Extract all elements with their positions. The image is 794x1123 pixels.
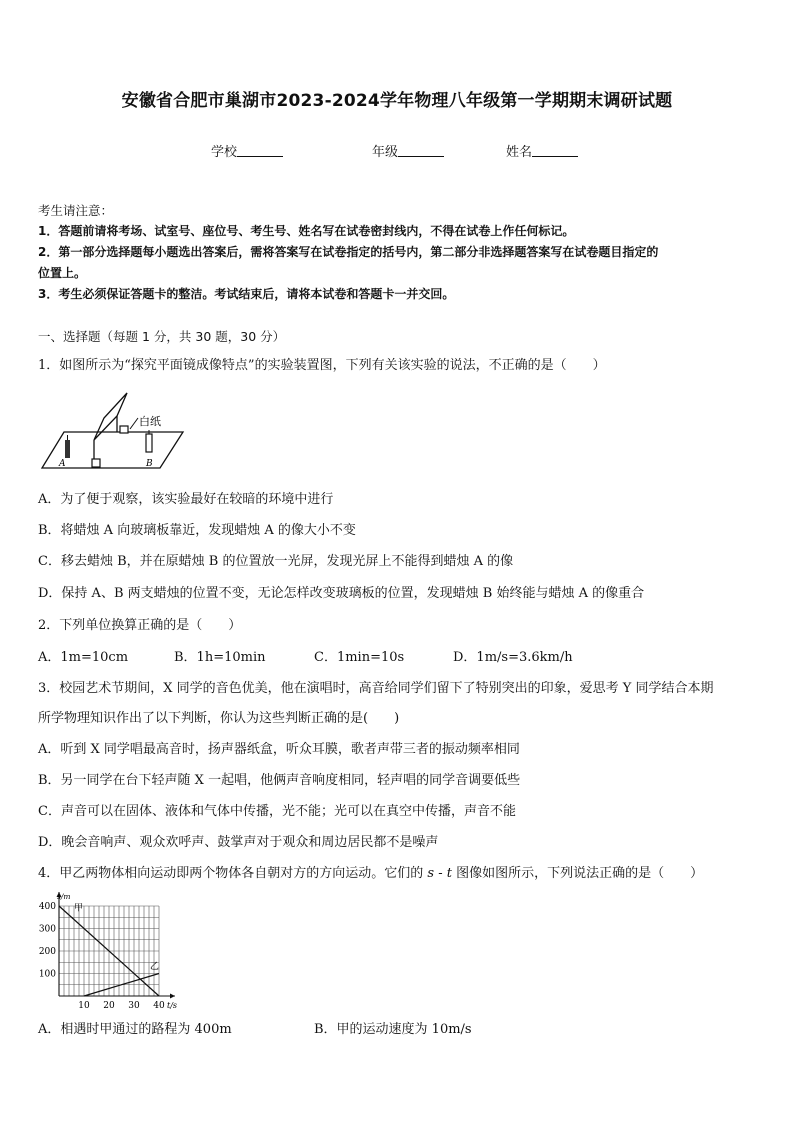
q3-option-c[interactable]: C．声音可以在固体、液体和气体中传播，光不能；光可以在真空中传播，声音不能 — [38, 804, 516, 819]
q4-option-a[interactable]: A．相遇时甲通过的路程为 400m — [38, 1022, 232, 1037]
q3-option-b[interactable]: B．另一同学在台下轻声随 X 一起唱，他俩声音响度相同，轻声唱的同学音调要低些 — [38, 773, 521, 788]
grade-field[interactable] — [372, 141, 444, 160]
x-tick-label: 10 — [78, 1001, 90, 1011]
school-field[interactable] — [211, 141, 283, 160]
q1-stem: 1．如图所示为“探究平面镜成像特点”的实验装置图，下列有关该实验的说法，不正确的是（ ） — [38, 358, 606, 373]
q1-option-a[interactable]: A．为了便于观察，该实验最好在较暗的环境中进行 — [38, 492, 334, 507]
q2-option-c[interactable]: C．1min=10s — [314, 650, 405, 665]
y-tick-label: 300 — [38, 924, 56, 935]
mirror-experiment-figure — [38, 388, 188, 472]
grade-label: 年级 — [372, 145, 399, 160]
q2-stem: 2．下列单位换算正确的是（ ） — [38, 618, 242, 633]
y-tick-label: 100 — [38, 969, 56, 980]
name-label: 姓名 — [506, 145, 533, 160]
x-tick-label: 40 — [153, 1001, 165, 1011]
candle-b-label: B — [146, 459, 153, 469]
x-tick-label: 30 — [128, 1001, 140, 1011]
x-tick-label: 20 — [103, 1001, 115, 1011]
notice-block — [38, 200, 760, 305]
x-axis-arrow — [170, 994, 175, 999]
s-t-chart — [34, 886, 194, 1014]
q4-stem — [38, 862, 768, 881]
notice-item: 1．答题前请将考场、试室号、座位号、考生号、姓名写在试卷密封线内，不得在试卷上作任何标记。 — [38, 224, 575, 238]
q4-stem-var: s - t — [427, 866, 452, 881]
q4-stem-post: 图像如图所示，下列说法正确的是（ ） — [451, 866, 704, 881]
q4-option-b[interactable]: B．甲的运动速度为 10m/s — [314, 1022, 472, 1037]
q3-option-a[interactable]: A．听到 X 同学唱最高音时，扬声器纸盒，听众耳膜，歌者声带三者的振动频率相同 — [38, 742, 520, 757]
candle-a-label: A — [59, 459, 66, 469]
name-field[interactable] — [506, 141, 578, 160]
y-tick-label: 200 — [38, 947, 56, 957]
x-axis-label: t/s — [167, 1001, 178, 1010]
q2-option-d[interactable]: D．1m/s=3.6km/h — [453, 650, 573, 665]
q3-stem-line2: 所学物理知识作出了以下判断，你认为这些判断正确的是( ) — [38, 711, 400, 726]
q2-option-b[interactable]: B．1h=10min — [174, 650, 266, 665]
notice-heading: 考生请注意： — [38, 203, 114, 218]
notice-item: 2．第一部分选择题每小题选出答案后，需将答案写在试卷指定的括号内，第二部分非选择题答案写在试卷题目指定的 — [38, 245, 659, 259]
paper-label: 白纸 — [139, 415, 161, 428]
series-yi-label: 乙 — [150, 962, 160, 972]
q1-option-d[interactable]: D．保持 A、B 两支蜡烛的位置不变，无论怎样改变玻璃板的位置，发现蜡烛 B 始终能与蜡烛 A 的像重合 — [38, 586, 645, 601]
notice-item: 位置上。 — [38, 266, 87, 280]
school-label: 学校 — [211, 145, 238, 160]
y-axis-label: s/m — [57, 892, 71, 901]
series-jia-label: 甲 — [74, 903, 84, 914]
q2-option-a[interactable]: A．1m=10cm — [38, 650, 129, 665]
section-heading: 一、选择题（每题 1 分，共 30 题，30 分） — [38, 329, 286, 344]
q4-stem-pre: 4．甲乙两物体相向运动即两个物体各自朝对方的方向运动。它们的 — [38, 866, 428, 881]
page-title: 安徽省合肥市巢湖市2023-2024学年物理八年级第一学期期末调研试题 — [121, 91, 673, 111]
q1-option-c[interactable]: C．移去蜡烛 B，并在原蜡烛 B 的位置放一光屏，发现光屏上不能得到蜡烛 A 的像 — [38, 554, 514, 569]
q3-option-d[interactable]: D．晚会音响声、观众欢呼声、鼓掌声对于观众和周边居民都不是噪声 — [38, 835, 439, 850]
q3-stem-line1: 3．校园艺术节期间，X 同学的音色优美，他在演唱时，高音给同学们留下了特别突出的印象，爱思考 Y 同学结合本期 — [38, 681, 714, 696]
y-tick-label: 400 — [38, 902, 56, 912]
q1-option-b[interactable]: B．将蜡烛 A 向玻璃板靠近，发现蜡烛 A 的像大小不变 — [38, 523, 356, 538]
notice-item: 3．考生必须保证答题卡的整洁。考试结束后，请将本试卷和答题卡一并交回。 — [38, 287, 455, 301]
